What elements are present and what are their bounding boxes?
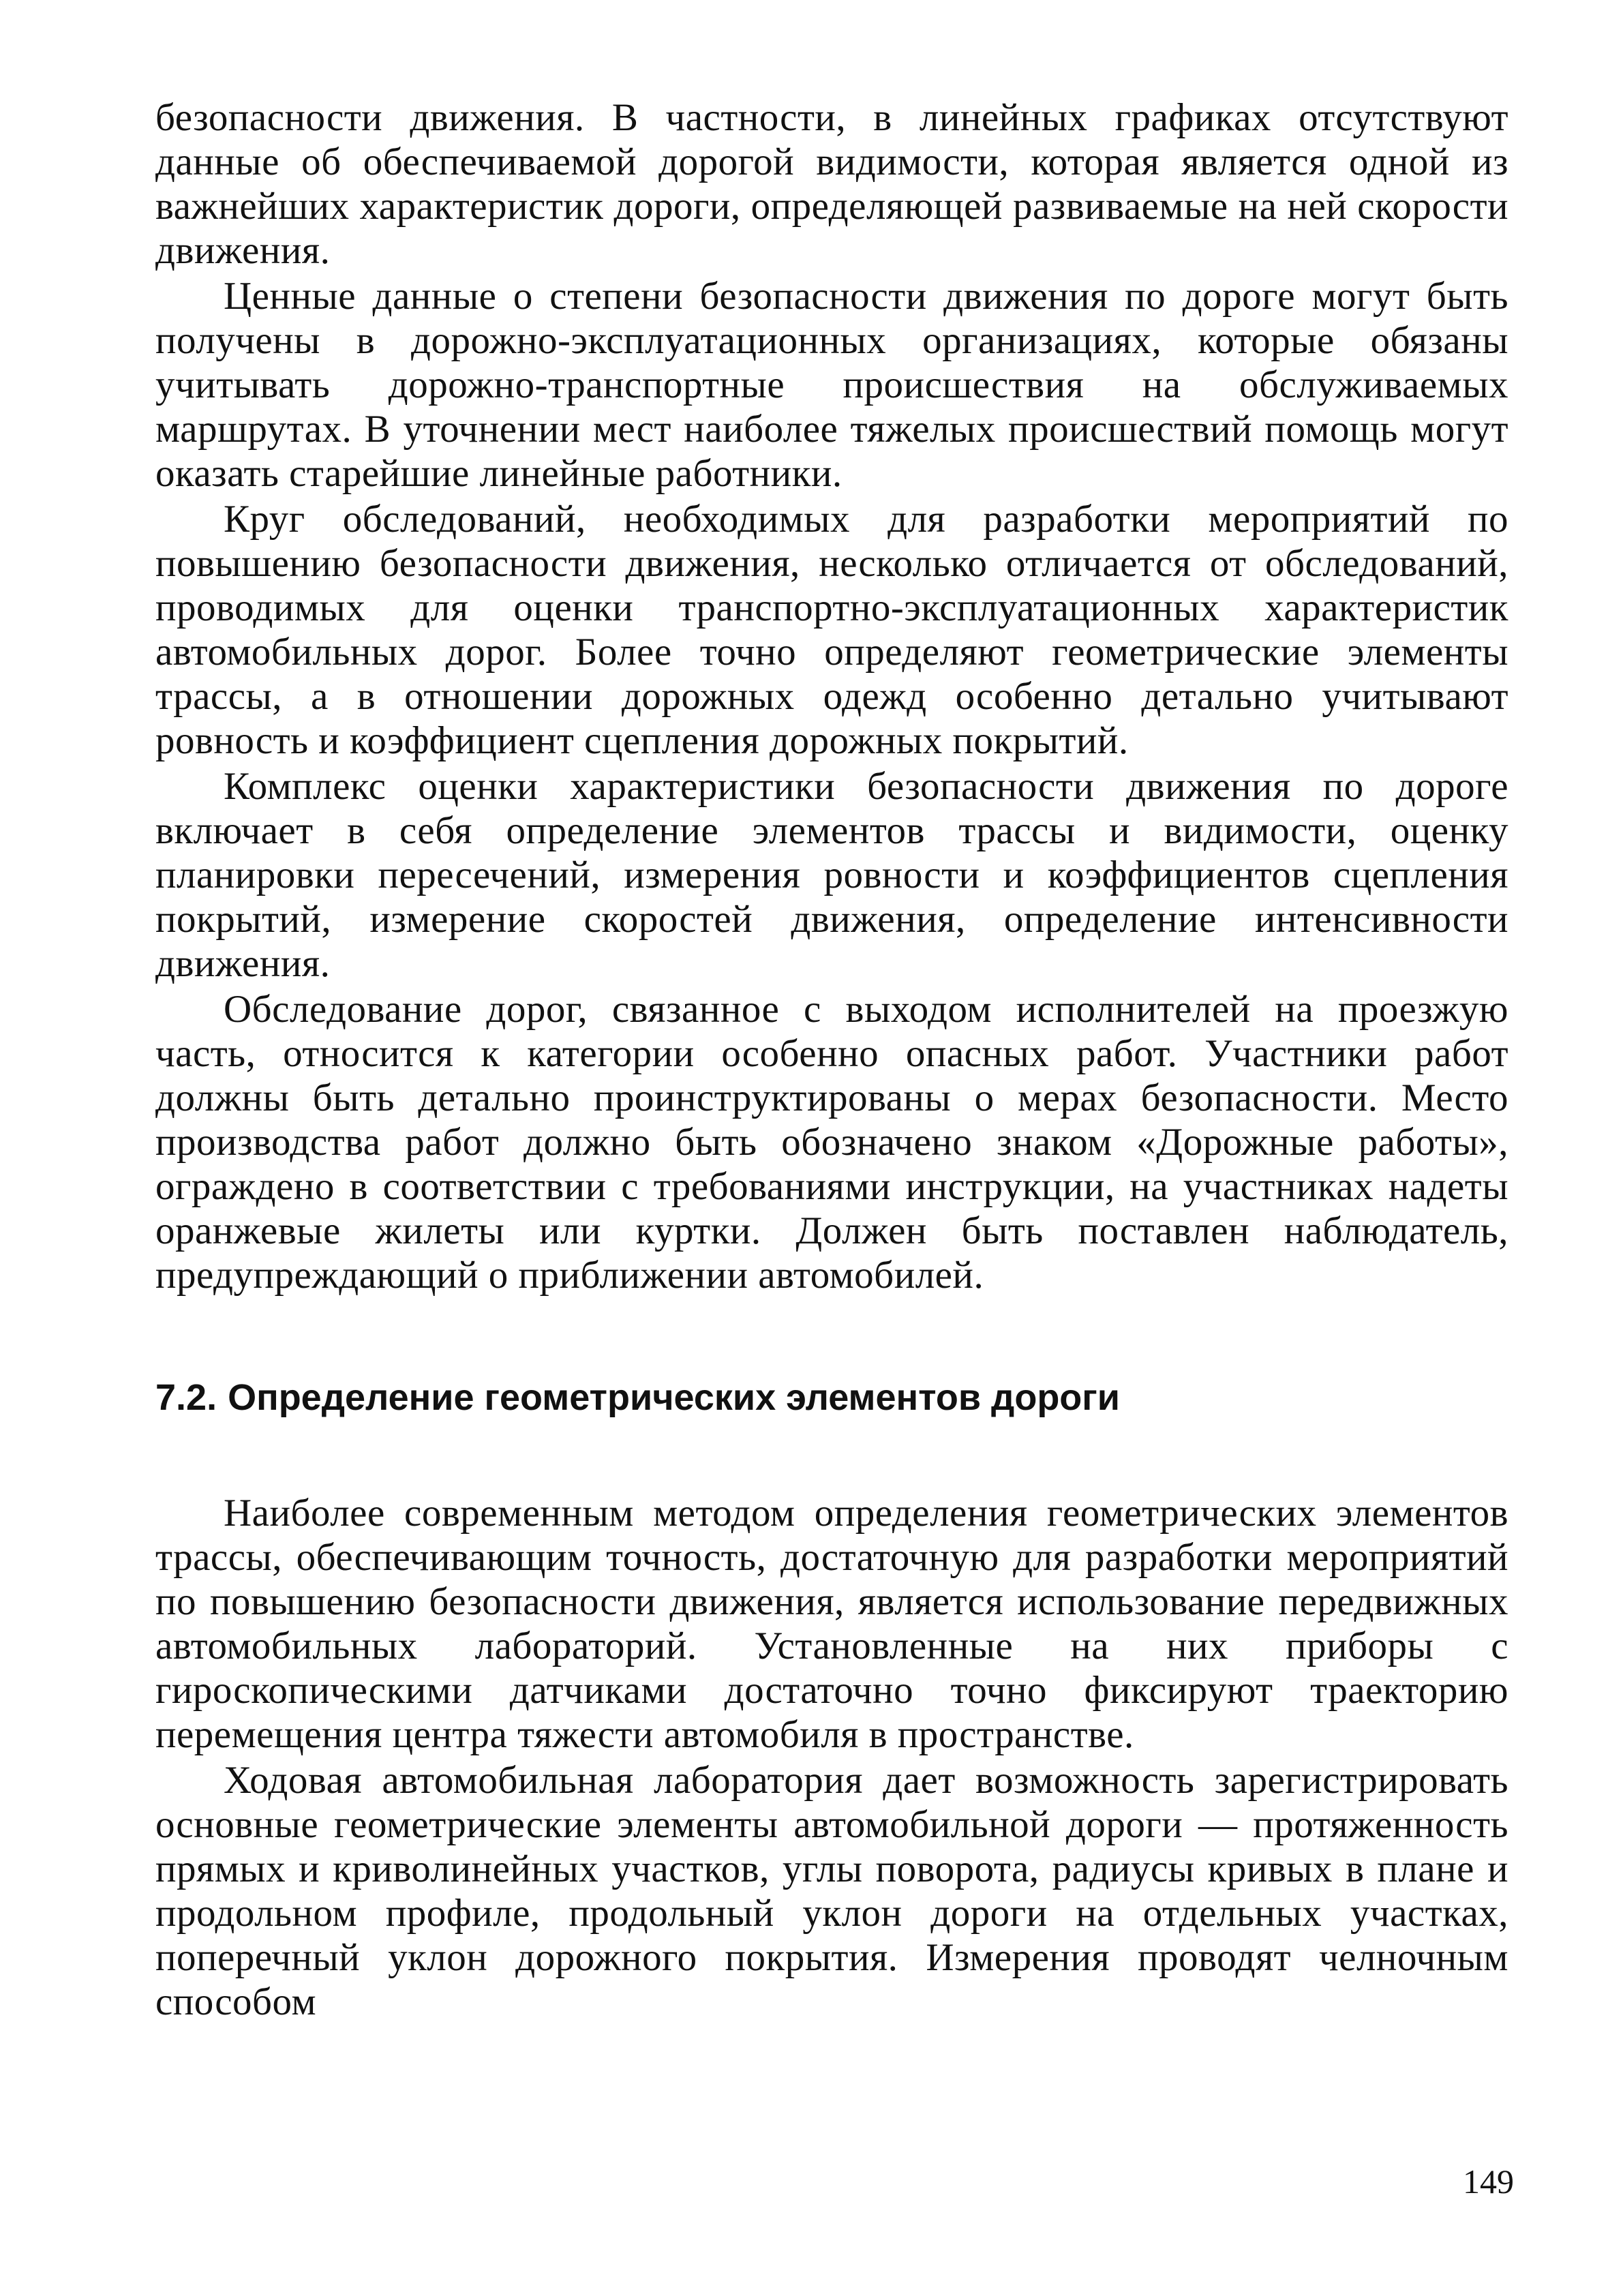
paragraph-survey-scope: Круг обследований, необходимых для разработки мероприятий по повышению безопасности движения, несколько отличается от обследований, проводимых для оценки транспортно-эксплуатационных характеристик автомобильных дорог. Более точно определяют геометрические элементы трассы, а в отношении дорожных одежд особенно детально учитывают ровность и коэффициент сцепления дорожных покрытий.	[155, 498, 1508, 762]
paragraph-assessment-complex: Комплекс оценки характеристики безопасности движения по дороге включает в себя определение элементов трассы и видимости, оценку планировки пересечений, измерения ровности и коэффициентов сцепления покрытий, измерение скоростей движения, определение интенсивности движения.	[155, 765, 1508, 985]
paragraph-lab-capabilities: Ходовая автомобильная лаборатория дает возможность зарегистрировать основные геометрические элементы автомобильной дороги — протяженность прямых и криволинейных участков, углы поворота, радиусы кривых в плане и продольном профиле, продольный уклон дороги на отдельных участках, поперечный уклон дорожного покрытия. Измерения проводят челночным способом	[155, 1759, 1508, 2023]
paragraph-work-safety: Обследование дорог, связанное с выходом исполнителей на проезжую часть, относится к категории особенно опасных работ. Участники работ должны быть детально проинструктированы о мерах безопасности. Место производства работ должно быть обозначено знаком «Дорожные работы», ограждено в соответствии с требованиями инструкции, на участниках надеты оранжевые жилеты или куртки. Должен быть поставлен наблюдатель, предупреждающий о приближении автомобилей.	[155, 988, 1508, 1297]
page-number: 149	[1463, 2162, 1514, 2201]
page-body	[155, 95, 1508, 2025]
section-title: Определение геометрических элементов дороги	[228, 1377, 1120, 1418]
paragraph-data-sources: Ценные данные о степени безопасности движения по дороге могут быть получены в дорожно-эксплуатационных организациях, которые обязаны учитывать дорожно-транспортные происшествия на обслуживаемых маршрутах. В уточнении мест наиболее тяжелых происшествий помощь могут оказать старейшие линейные работники.	[155, 275, 1508, 495]
section-number: 7.2.	[155, 1377, 217, 1418]
paragraph-continuation: безопасности движения. В частности, в линейных графиках отсутствуют данные об обеспечиваемой дорогой видимости, которая является одной из важнейших характеристик дороги, определяющей развиваемые на ней скорости движения.	[155, 96, 1508, 272]
paragraph-mobile-labs: Наиболее современным методом определения геометрических элементов трассы, обеспечивающим точность, достаточную для разработки мероприятий по повышению безопасности движения, является использование передвижных автомобильных лабораторий. Установленные на них приборы с гироскопическими датчиками достаточно точно фиксируют траекторию перемещения центра тяжести автомобиля в пространстве.	[155, 1492, 1508, 1756]
section-heading	[155, 1374, 1508, 1421]
